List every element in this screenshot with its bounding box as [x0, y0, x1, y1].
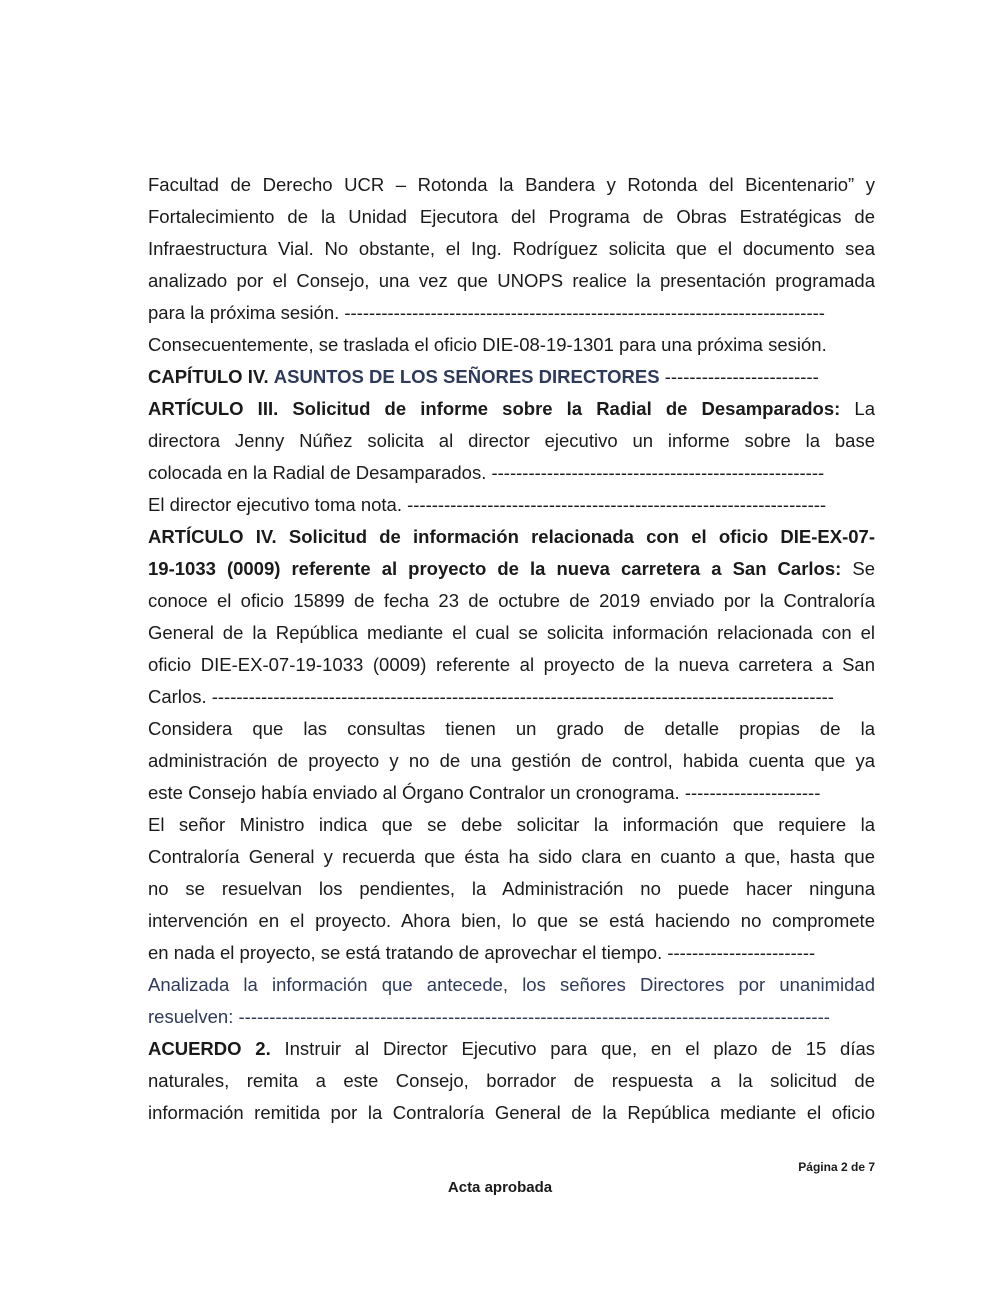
paragraph-line: este Consejo había enviado al Órgano Contralor un cronograma. ---------------------- — [148, 782, 821, 803]
paragraph-line: analizado por el Consejo, una vez que UNOPS realice la presentación programada — [148, 270, 875, 291]
paragraph-line: General de la República mediante el cual se solicita información relacionada con el — [148, 622, 875, 643]
article-4-text: Se — [852, 558, 875, 579]
paragraph-line: intervención en el proyecto. Ahora bien, lo que se está haciendo no compromete — [148, 910, 875, 931]
document-body — [148, 169, 875, 1129]
paragraph-line: El señor Ministro indica que se debe solicitar la información que requiere la — [148, 814, 875, 835]
agreement-heading — [148, 1033, 875, 1065]
article-3-heading — [148, 393, 875, 425]
page-number: Página 2 de 7 — [798, 1160, 875, 1174]
paragraph-line: Contraloría General y recuerda que ésta ha sido clara en cuanto a que, hasta que — [148, 846, 875, 867]
paragraph-line: Fortalecimiento de la Unidad Ejecutora del Programa de Obras Estratégicas de — [148, 206, 875, 227]
paragraph-line: administración de proyecto y no de una gestión de control, habida cuenta que ya — [148, 750, 875, 771]
paragraph-line: para la próxima sesión. ------------------------------------------------------------------------------ — [148, 302, 825, 323]
paragraph-line: Facultad de Derecho UCR – Rotonda la Bandera y Rotonda del Bicentenario” y — [148, 174, 875, 195]
paragraph-line: información remitida por la Contraloría General de la República mediante el oficio — [148, 1102, 875, 1123]
paragraph-line: Carlos. ----------------------------------------------------------------------------------------------------- — [148, 686, 834, 707]
analysis-line: Analizada la información que antecede, los señores Directores por unanimidad — [148, 974, 875, 995]
paragraph-line: Consecuentemente, se traslada el oficio DIE-08-19-1301 para una próxima sesión. — [148, 334, 827, 355]
agreement-label: ACUERDO 2. — [148, 1038, 271, 1059]
paragraph-line: en nada el proyecto, se está tratando de aprovechar el tiempo. ------------------------ — [148, 942, 816, 963]
agreement-text: Instruir al Director Ejecutivo para que, en el plazo de 15 días — [284, 1038, 875, 1059]
paragraph-line: Considera que las consultas tienen un grado de detalle propias de la — [148, 718, 875, 739]
paragraph-line: directora Jenny Núñez solicita al director ejecutivo un informe sobre la base — [148, 430, 875, 451]
article-4-heading — [148, 553, 875, 585]
paragraph-line: oficio DIE-EX-07-19-1033 (0009) referente al proyecto de la nueva carretera a San — [148, 654, 875, 675]
chapter-label: CAPÍTULO IV. — [148, 366, 269, 387]
article-3-text: La — [854, 398, 875, 419]
analysis-line: resuelven: ------------------------------------------------------------------------------------------------ — [148, 1006, 830, 1027]
paragraph-line: El director ejecutivo toma nota. -------------------------------------------------------------------- — [148, 494, 827, 515]
document-status: Acta aprobada — [447, 1179, 553, 1196]
paragraph-line: conoce el oficio 15899 de fecha 23 de octubre de 2019 enviado por la Contraloría — [148, 590, 875, 611]
chapter-title: ASUNTOS DE LOS SEÑORES DIRECTORES — [273, 366, 660, 387]
paragraph-line: no se resuelvan los pendientes, la Administración no puede hacer ninguna — [148, 878, 875, 899]
paragraph-line: naturales, remita a este Consejo, borrador de respuesta a la solicitud de — [148, 1070, 875, 1091]
paragraph-line: colocada en la Radial de Desamparados. ------------------------------------------------------ — [148, 462, 825, 483]
paragraph-line: Infraestructura Vial. No obstante, el Ing. Rodríguez solicita que el documento sea — [148, 238, 875, 259]
chapter-heading — [148, 361, 875, 393]
article-4-title-line-2: 19-1033 (0009) referente al proyecto de la nueva carretera a San Carlos: — [148, 558, 842, 579]
chapter-dashes: ------------------------- — [664, 366, 819, 387]
article-3-title: ARTÍCULO III. Solicitud de informe sobre la Radial de Desamparados: — [148, 398, 841, 419]
article-4-title-line-1: ARTÍCULO IV. Solicitud de información relacionada con el oficio DIE-EX-07- — [148, 526, 875, 547]
